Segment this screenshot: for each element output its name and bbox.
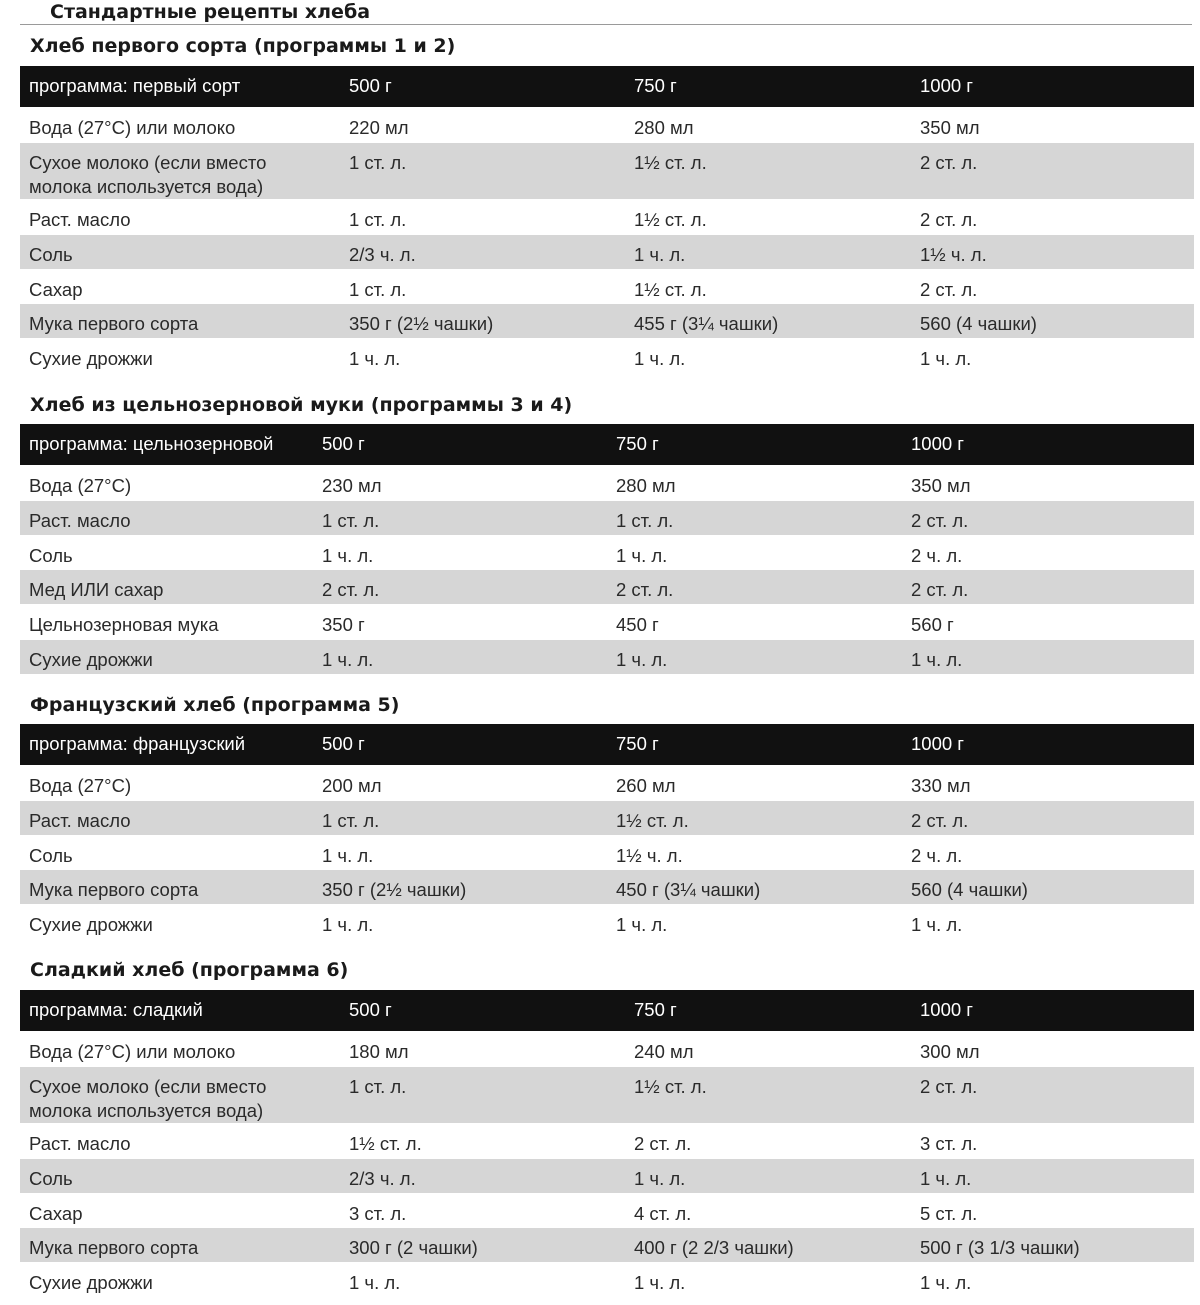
ingredient-amount: 350 г (2½ чашки) xyxy=(349,313,494,334)
table-row xyxy=(20,605,1194,640)
table-row xyxy=(20,905,1194,940)
ingredient-amount: 3 ст. л. xyxy=(349,1203,407,1224)
ingredient-amount: 5 ст. л. xyxy=(920,1203,978,1224)
ingredient-amount: 2 ст. л. xyxy=(322,579,380,600)
table-header-row xyxy=(20,724,1194,766)
weight-column-header: 1000 г xyxy=(911,733,965,754)
ingredient-amount: 2 ст. л. xyxy=(911,579,969,600)
ingredient-amount: 1 ч. л. xyxy=(322,649,374,670)
recipe-table xyxy=(20,66,1194,374)
ingredient-amount: 1 ч. л. xyxy=(322,545,374,566)
ingredient-amount: 280 мл xyxy=(634,117,694,138)
ingredient-amount: 350 мл xyxy=(920,117,980,138)
table-header-row xyxy=(20,66,1194,108)
table-header-row xyxy=(20,424,1194,466)
table-row xyxy=(20,640,1194,675)
ingredient-amount: 2 ст. л. xyxy=(920,209,978,230)
ingredient-amount: 1 ст. л. xyxy=(322,510,380,531)
ingredient-amount: 1 ч. л. xyxy=(634,1272,686,1293)
table-row xyxy=(20,339,1194,374)
ingredient-name: Соль xyxy=(29,1168,73,1189)
recipe-table xyxy=(20,424,1194,675)
ingredient-amount: 560 (4 чашки) xyxy=(911,879,1028,900)
ingredient-amount: 1 ч. л. xyxy=(920,1168,972,1189)
section-title: Хлеб из цельнозерновой муки (программы 3 и 4) xyxy=(30,394,573,416)
table-row xyxy=(20,1032,1194,1067)
ingredient-amount: 260 мл xyxy=(616,775,676,796)
ingredient-amount: 1 ч. л. xyxy=(616,545,668,566)
ingredient-name: Вода (27°C) или молоко xyxy=(29,117,236,138)
weight-column-header: 500 г xyxy=(322,433,365,454)
recipe-table xyxy=(20,990,1194,1298)
ingredient-name: Мука первого сорта xyxy=(29,1237,199,1258)
ingredient-amount: 2/3 ч. л. xyxy=(349,244,416,265)
ingredient-name: Мука первого сорта xyxy=(29,879,199,900)
ingredient-name: Цельнозерновая мука xyxy=(29,614,219,635)
ingredient-amount: 240 мл xyxy=(634,1041,694,1062)
table-row xyxy=(20,235,1194,270)
ingredient-name: Соль xyxy=(29,244,73,265)
table-row xyxy=(20,1159,1194,1194)
ingredient-amount: 2 ст. л. xyxy=(911,810,969,831)
ingredient-amount: 2 ст. л. xyxy=(634,1133,692,1154)
table-row xyxy=(20,536,1194,570)
ingredient-amount: 2 ст. л. xyxy=(920,152,978,173)
program-label: программа: цельнозерновой xyxy=(29,433,274,454)
ingredient-amount: 2 ст. л. xyxy=(911,510,969,531)
ingredient-name: Мука первого сорта xyxy=(29,313,199,334)
ingredient-amount: 1½ ст. л. xyxy=(634,1076,707,1097)
ingredient-amount: 350 г (2½ чашки) xyxy=(322,879,467,900)
ingredient-name: Вода (27°C) или молоко xyxy=(29,1041,236,1062)
ingredient-amount: 1 ч. л. xyxy=(911,649,963,670)
ingredient-amount: 1 ч. л. xyxy=(349,348,401,369)
ingredient-amount: 4 ст. л. xyxy=(634,1203,692,1224)
ingredient-amount: 280 мл xyxy=(616,475,676,496)
ingredient-amount: 1 ч. л. xyxy=(634,1168,686,1189)
ingredient-amount: 1 ч. л. xyxy=(920,348,972,369)
page-title: Стандартные рецепты хлеба xyxy=(50,1,371,23)
ingredient-name: Мед ИЛИ сахар xyxy=(29,579,164,600)
program-label: программа: сладкий xyxy=(29,999,203,1020)
ingredient-amount: 455 г (3¼ чашки) xyxy=(634,313,779,334)
section-title: Хлеб первого сорта (программы 1 и 2) xyxy=(30,35,456,57)
ingredient-amount: 300 г (2 чашки) xyxy=(349,1237,478,1258)
ingredient-name: Сухие дрожжи xyxy=(29,348,153,369)
ingredient-name: Раст. масло xyxy=(29,1133,131,1154)
table-row xyxy=(20,143,1194,200)
ingredient-name: Сухие дрожжи xyxy=(29,1272,153,1293)
ingredient-amount: 1½ ст. л. xyxy=(634,152,707,173)
ingredient-amount: 330 мл xyxy=(911,775,971,796)
weight-column-header: 500 г xyxy=(349,75,392,96)
ingredient-amount: 1 ч. л. xyxy=(616,914,668,935)
ingredient-amount: 1 ст. л. xyxy=(349,152,407,173)
ingredient-amount: 2 ст. л. xyxy=(920,279,978,300)
ingredient-amount: 1½ ст. л. xyxy=(634,209,707,230)
table-row xyxy=(20,766,1194,801)
ingredient-amount: 560 (4 чашки) xyxy=(920,313,1037,334)
ingredient-amount: 1 ч. л. xyxy=(920,1272,972,1293)
ingredient-amount: 1 ч. л. xyxy=(634,348,686,369)
table-row xyxy=(20,1194,1194,1228)
ingredient-name: Раст. масло xyxy=(29,510,131,531)
ingredient-amount: 2/3 ч. л. xyxy=(349,1168,416,1189)
ingredient-amount: 1 ст. л. xyxy=(349,1076,407,1097)
ingredient-amount: 1½ ч. л. xyxy=(920,244,987,265)
ingredient-name: Сухое молоко (если вместо молока используется вода) xyxy=(29,152,267,197)
table-row xyxy=(20,1263,1194,1298)
table-header-row xyxy=(20,990,1194,1032)
table-row xyxy=(20,870,1194,905)
ingredient-name: Соль xyxy=(29,845,73,866)
ingredient-name: Соль xyxy=(29,545,73,566)
ingredient-amount: 1 ч. л. xyxy=(616,649,668,670)
ingredient-name: Раст. масло xyxy=(29,810,131,831)
ingredient-amount: 2 ч. л. xyxy=(911,845,963,866)
weight-column-header: 1000 г xyxy=(911,433,965,454)
weight-column-header: 1000 г xyxy=(920,75,974,96)
section-title: Сладкий хлеб (программа 6) xyxy=(30,959,349,981)
program-label: программа: первый сорт xyxy=(29,75,241,96)
ingredient-name: Сухое молоко (если вместо молока используется вода) xyxy=(29,1076,267,1121)
ingredient-amount: 2 ст. л. xyxy=(920,1076,978,1097)
ingredient-amount: 1½ ч. л. xyxy=(616,845,683,866)
recipe-table xyxy=(20,724,1194,940)
ingredient-amount: 450 г (3¼ чашки) xyxy=(616,879,761,900)
table-row xyxy=(20,1124,1194,1159)
weight-column-header: 750 г xyxy=(616,433,659,454)
ingredient-amount: 1½ ст. л. xyxy=(349,1133,422,1154)
ingredient-amount: 1 ст. л. xyxy=(616,510,674,531)
table-row xyxy=(20,466,1194,501)
ingredient-amount: 400 г (2 2/3 чашки) xyxy=(634,1237,794,1258)
ingredient-name: Сухие дрожжи xyxy=(29,649,153,670)
ingredient-amount: 1½ ст. л. xyxy=(634,279,707,300)
ingredient-amount: 500 г (3 1/3 чашки) xyxy=(920,1237,1080,1258)
ingredient-amount: 1 ч. л. xyxy=(322,845,374,866)
ingredient-name: Раст. масло xyxy=(29,209,131,230)
ingredient-name: Сахар xyxy=(29,1203,83,1224)
ingredient-amount: 1 ч. л. xyxy=(911,914,963,935)
ingredient-name: Вода (27°C) xyxy=(29,775,132,796)
ingredient-amount: 180 мл xyxy=(349,1041,409,1062)
ingredient-amount: 350 мл xyxy=(911,475,971,496)
ingredient-amount: 200 мл xyxy=(322,775,382,796)
table-row xyxy=(20,570,1194,605)
program-label: программа: французский xyxy=(29,733,246,754)
ingredient-amount: 220 мл xyxy=(349,117,409,138)
section-title: Французский хлеб (программа 5) xyxy=(30,694,400,716)
ingredient-amount: 560 г xyxy=(911,614,954,635)
table-row xyxy=(20,108,1194,143)
ingredient-amount: 2 ст. л. xyxy=(616,579,674,600)
weight-column-header: 750 г xyxy=(634,999,677,1020)
ingredient-amount: 1½ ст. л. xyxy=(616,810,689,831)
ingredient-amount: 1 ч. л. xyxy=(349,1272,401,1293)
ingredient-name: Сухие дрожжи xyxy=(29,914,153,935)
weight-column-header: 750 г xyxy=(616,733,659,754)
ingredient-name: Вода (27°C) xyxy=(29,475,132,496)
ingredient-amount: 1 ст. л. xyxy=(322,810,380,831)
weight-column-header: 500 г xyxy=(322,733,365,754)
ingredient-amount: 3 ст. л. xyxy=(920,1133,978,1154)
ingredient-amount: 1 ст. л. xyxy=(349,279,407,300)
table-row xyxy=(20,1228,1194,1263)
ingredient-amount: 1 ч. л. xyxy=(634,244,686,265)
ingredient-amount: 300 мл xyxy=(920,1041,980,1062)
weight-column-header: 1000 г xyxy=(920,999,974,1020)
table-row xyxy=(20,200,1194,235)
table-row xyxy=(20,1067,1194,1124)
weight-column-header: 750 г xyxy=(634,75,677,96)
ingredient-amount: 1 ч. л. xyxy=(322,914,374,935)
table-row xyxy=(20,801,1194,836)
weight-column-header: 500 г xyxy=(349,999,392,1020)
ingredient-name: Сахар xyxy=(29,279,83,300)
table-row xyxy=(20,270,1194,304)
ingredient-amount: 2 ч. л. xyxy=(911,545,963,566)
divider xyxy=(20,24,1192,25)
ingredient-amount: 1 ст. л. xyxy=(349,209,407,230)
ingredient-amount: 350 г xyxy=(322,614,365,635)
ingredient-amount: 450 г xyxy=(616,614,659,635)
table-row xyxy=(20,836,1194,870)
table-row xyxy=(20,304,1194,339)
table-row xyxy=(20,501,1194,536)
ingredient-amount: 230 мл xyxy=(322,475,382,496)
